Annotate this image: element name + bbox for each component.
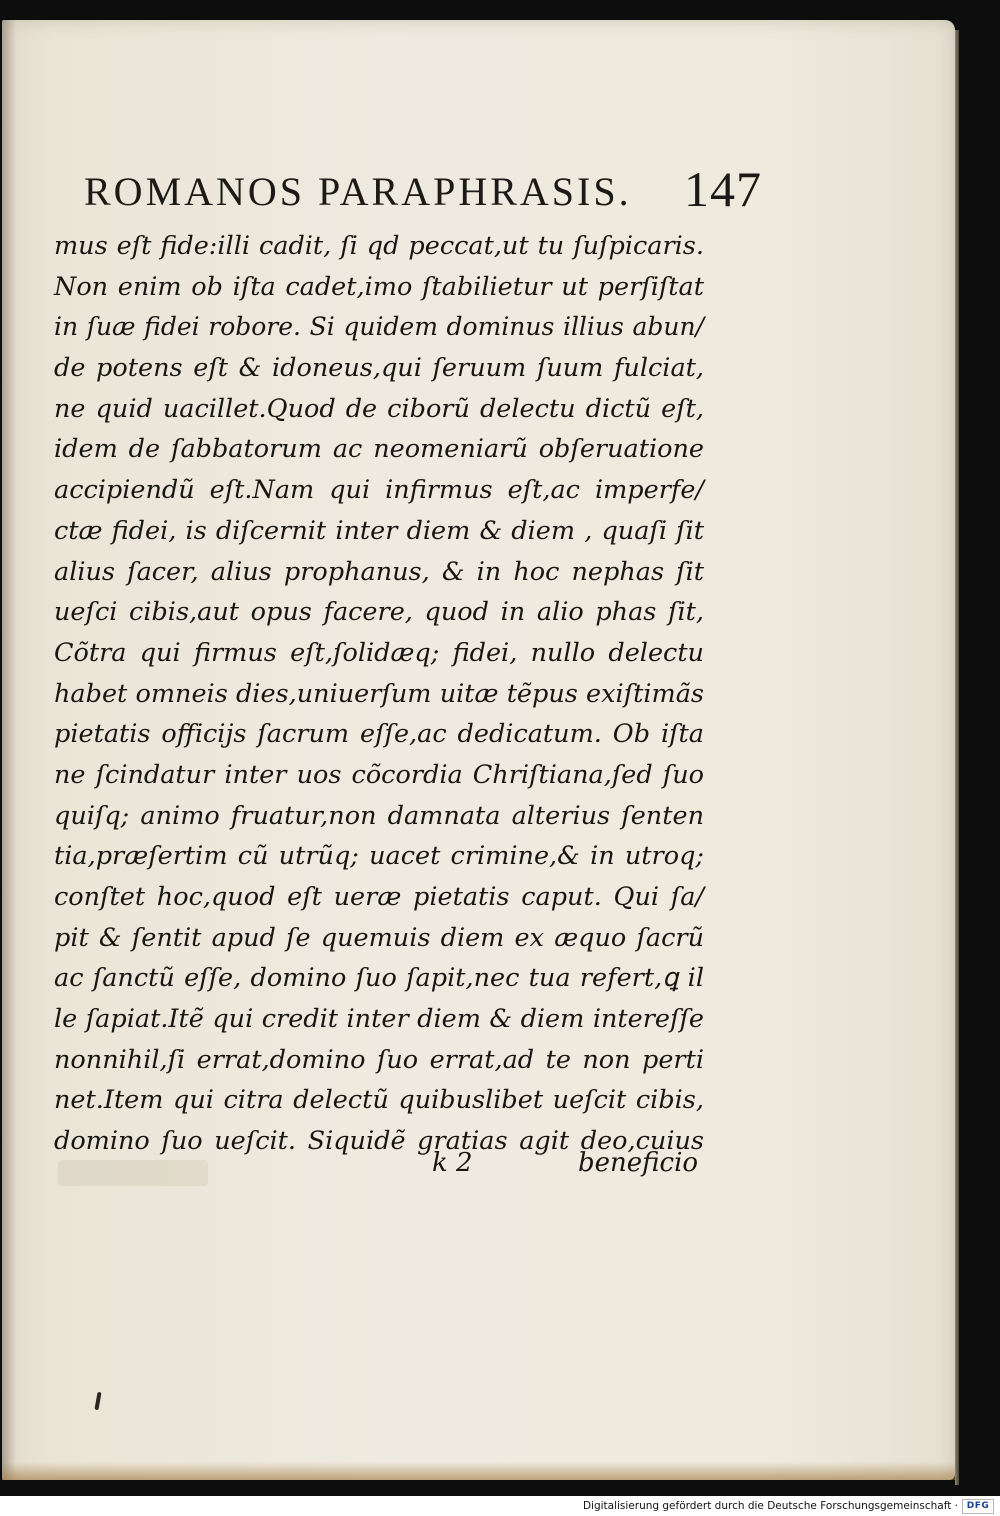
text-line: in ſuæ fidei robore. Si quidem dominus illius abun/ (54, 312, 704, 342)
text-line: nonnihil,ſi errat,domino ſuo errat,ad te non perti (54, 1044, 704, 1075)
text-line: accipiendũ eſt.Nam qui infirmus eſt,ac imperfe/ (54, 475, 704, 506)
text-line: ueſci cibis,aut opus facere, quod in alio phas ſit, (54, 597, 704, 628)
text-line: idem de ſabbatorum ac neomeniarũ obſeruatione (54, 434, 704, 465)
text-line: quiſq; animo fruatur,non damnata alterius ſenten (54, 800, 704, 831)
text-line: ctæ fidei, is diſcernit inter diem & diem , quaſi ſit (54, 515, 704, 546)
dfg-logo: DFG (962, 1499, 994, 1514)
page-bottom-stain (2, 1462, 955, 1480)
text-line: Cõtra qui firmus eſt,ſolidæq; fidei, nullo delectu (54, 637, 704, 668)
folio-number: 147 (684, 161, 762, 217)
text-line: conſtet hoc,quod eſt ueræ pietatis caput. Qui ſa/ (54, 882, 704, 912)
running-head (0, 160, 780, 220)
text-line: net.Item qui citra delectũ quibuslibet ueſcit cibis, (54, 1085, 704, 1116)
text-line: pit & ſentit apud ſe quemuis diem ex æquo ſacrũ (54, 922, 704, 953)
text-line: de potens eſt & idoneus,qui ſeruum ſuum fulciat, (54, 353, 704, 384)
text-line: Non enim ob iſta cadet,imo ſtabilietur ut perſiſtat (54, 271, 704, 302)
text-line: ne ſcindatur inter uos cõcordia Chriſtiana,ſed ſuo (54, 759, 704, 790)
text-line: pietatis officijs ſacrum eſſe,ac dedicatum. Ob iſta (54, 719, 704, 750)
text-line: ne quid uacillet.Quod de ciborũ delectu dictũ eſt, (54, 393, 704, 424)
text-line: tia,præſertim cũ utrũq; uacet crimine,& in utroq; (54, 841, 704, 872)
text-line: domino ſuo ueſcit. Siquidẽ gratias agit deo,cuius (54, 1126, 704, 1157)
text-block (54, 226, 714, 1162)
text-line: ac ſanctũ eſſe, domino ſuo ſapit,nec tua refert,ꝗ il (54, 963, 704, 994)
funding-credit: Digitalisierung gefördert durch die Deutsche Forschungsgemeinschaft · (582, 1500, 958, 1512)
footer-credit-bar (0, 1496, 1000, 1516)
running-title: ROMANOS PARAPHRASIS. (84, 169, 632, 214)
page-gutter-shadow (2, 20, 16, 1480)
book-fore-edge (955, 30, 959, 1485)
text-line: habet omneis dies,uniuerſum uitæ tẽpus exiſtimãs (54, 678, 704, 709)
catchword: beneficio (578, 1148, 699, 1178)
text-line: mus eſt fide:illi cadit, ſi qd peccat,ut tu ſuſpicaris. (54, 231, 704, 261)
signature-mark: k 2 (432, 1148, 473, 1178)
direction-line (0, 1148, 760, 1192)
text-line: le ſapiat.Itẽ qui credit inter diem & diem intereſſe (54, 1004, 704, 1035)
text-line: alius ſacer, alius prophanus, & in hoc nephas ſit (54, 556, 704, 587)
